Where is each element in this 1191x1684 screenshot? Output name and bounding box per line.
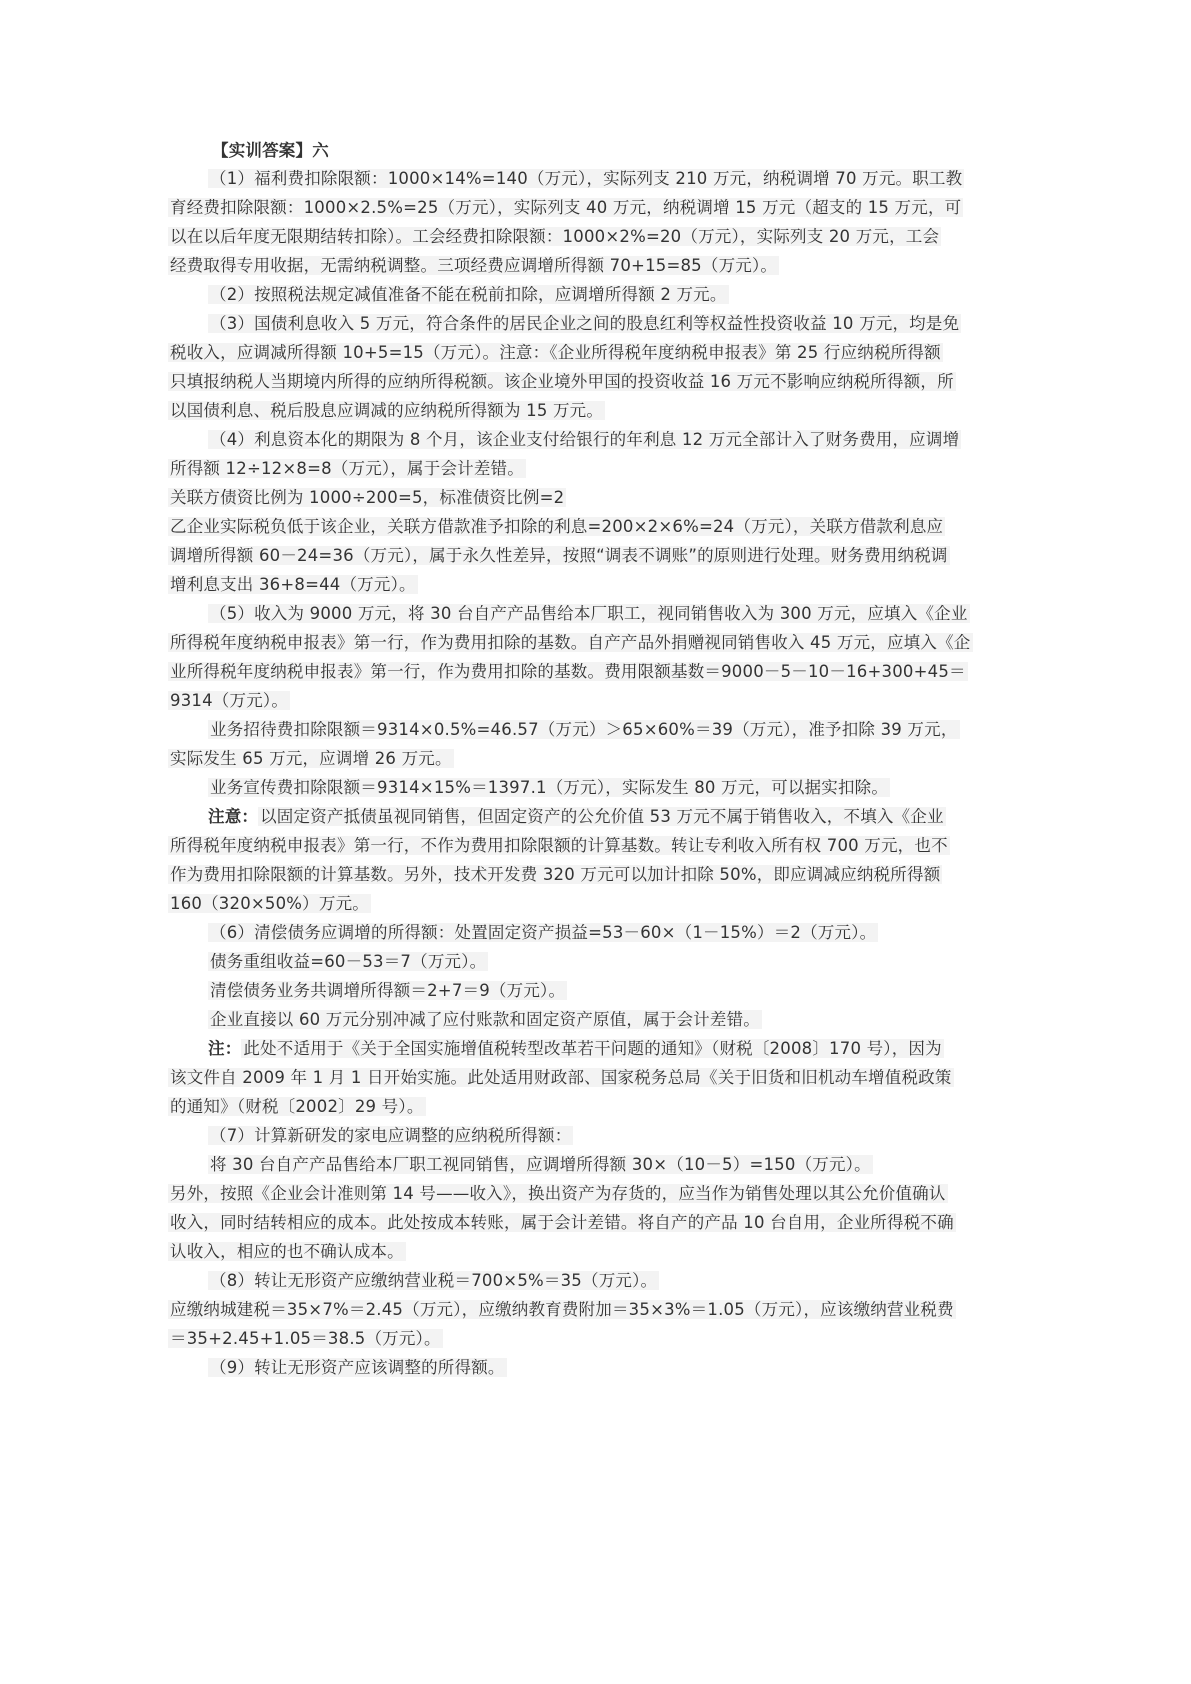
text-line: 的通知》（财税〔2002〕29 号）。 bbox=[170, 1097, 424, 1116]
text-line: （4）利息资本化的期限为 8 个月，该企业支付给银行的年利息 12 万元全部计入了财务费用，应调增 bbox=[210, 430, 960, 449]
text-line: 将 30 台自产产品售给本厂职工视同销售，应调增所得额 30×（10－5）=150（万元）。 bbox=[210, 1155, 871, 1174]
text-line: 只填报纳税人当期境内所得的应纳所得税额。该企业境外甲国的投资收益 16 万元不影响应纳税所得额，所 bbox=[170, 372, 954, 391]
text-line: 所得税年度纳税申报表》第一行，不作为费用扣除限额的计算基数。转让专利收入所有权 700 万元，也不 bbox=[170, 836, 948, 855]
text-line: （3）国债利息收入 5 万元，符合条件的居民企业之间的股息红利等权益性投资收益 10 万元，均是免 bbox=[210, 314, 960, 333]
text-line: 应缴纳城建税＝35×7%＝2.45（万元），应缴纳教育费附加＝35×3%＝1.05（万元），应该缴纳营业税费 bbox=[170, 1300, 954, 1319]
text-line: 育经费扣除限额：1000×2.5%=25（万元），实际列支 40 万元，纳税调增 15 万元（超支的 15 万元，可 bbox=[170, 198, 962, 217]
text-line: 企业直接以 60 万元分别冲减了应付账款和固定资产原值，属于会计差错。 bbox=[210, 1010, 760, 1029]
text-line: 160（320×50%）万元。 bbox=[170, 894, 369, 913]
text-line: 增利息支出 36+8=44（万元）。 bbox=[170, 575, 416, 594]
text-line: 以在以后年度无限期结转扣除）。工会经费扣除限额：1000×2%=20（万元），实际列支 20 万元，工会 bbox=[170, 227, 940, 246]
text-line: 作为费用扣除限额的计算基数。另外，技术开发费 320 万元可以加计扣除 50%，即应调减应纳税所得额 bbox=[170, 865, 941, 884]
text-line: 清偿债务业务共调增所得额＝2+7＝9（万元）。 bbox=[210, 981, 566, 1000]
text-line: 关联方债资比例为 1000÷200=5，标准债资比例=2 bbox=[170, 488, 565, 507]
text-line: 注意： 以固定资产抵债虽视同销售，但固定资产的公允价值 53 万元不属于销售收入，不填入《企业 bbox=[208, 807, 944, 826]
note-label: 注意： bbox=[208, 807, 259, 826]
section-title bbox=[212, 138, 329, 164]
text-line: 认收入，相应的也不确认成本。 bbox=[170, 1242, 404, 1261]
text-line: （1）福利费扣除限额：1000×14%=140（万元），实际列支 210 万元，纳税调增 70 万元。职工教 bbox=[210, 169, 963, 188]
text-line: （8）转让无形资产应缴纳营业税＝700×5%＝35（万元）。 bbox=[210, 1271, 658, 1290]
title-bracket: 【实训答案】 bbox=[212, 141, 313, 160]
text-line: 另外，按照《企业会计准则第 14 号——收入》，换出资产为存货的，应当作为销售处理以其公允价值确认 bbox=[170, 1184, 946, 1203]
text-line: （9）转让无形资产应该调整的所得额。 bbox=[210, 1358, 505, 1377]
text-line: 该文件自 2009 年 1 月 1 日开始实施。此处适用财政部、国家税务总局《关于旧货和旧机动车增值税政策 bbox=[170, 1068, 952, 1087]
text-line: 业务招待费扣除限额＝9314×0.5%=46.57（万元）＞65×60%＝39（万元），准予扣除 39 万元， bbox=[210, 720, 958, 739]
text-line: 业务宣传费扣除限额＝9314×15%＝1397.1（万元），实际发生 80 万元，可以据实扣除。 bbox=[210, 778, 889, 797]
text-line: 调增所得额 60－24=36（万元），属于永久性差异，按照“调表不调账”的原则进行处理。财务费用纳税调 bbox=[170, 546, 948, 565]
title-number: 六 bbox=[312, 141, 329, 160]
text-line: 以国债利息、税后股息应调减的应纳税所得额为 15 万元。 bbox=[170, 401, 604, 420]
text-line: 实际发生 65 万元，应调增 26 万元。 bbox=[170, 749, 452, 768]
text-line: （2）按照税法规定减值准备不能在税前扣除，应调增所得额 2 万元。 bbox=[210, 285, 727, 304]
text-line: 税收入，应调减所得额 10+5=15（万元）。注意：《企业所得税年度纳税申报表》第 25 行应纳税所得额 bbox=[170, 343, 941, 362]
text-line: 所得税年度纳税申报表》第一行，作为费用扣除的基数。自产产品外捐赠视同销售收入 45 万元，应填入《企 bbox=[170, 633, 971, 652]
text-line: 9314（万元）。 bbox=[170, 691, 289, 710]
text-line: 乙企业实际税负低于该企业，关联方借款准予扣除的利息=200×2×6%=24（万元），关联方借款利息应 bbox=[170, 517, 944, 536]
text-line: 经费取得专用收据，无需纳税调整。三项经费应调增所得额 70+15=85（万元）。 bbox=[170, 256, 778, 275]
text-line: 业所得税年度纳税申报表》第一行，作为费用扣除的基数。费用限额基数＝9000－5－10－16+300+45＝ bbox=[170, 662, 966, 681]
text-line: ＝35+2.45+1.05＝38.5（万元）。 bbox=[170, 1329, 441, 1348]
text-line: 债务重组收益=60－53＝7（万元）。 bbox=[210, 952, 487, 971]
text-line: （5）收入为 9000 万元，将 30 台自产产品售给本厂职工，视同销售收入为 300 万元，应填入《企业 bbox=[210, 604, 968, 623]
text-line: 收入，同时结转相应的成本。此处按成本转账，属于会计差错。将自产的产品 10 台自用，企业所得税不确 bbox=[170, 1213, 954, 1232]
text-line: （7）计算新研发的家电应调整的应纳税所得额： bbox=[210, 1126, 572, 1145]
text-line: 注： 此处不适用于《关于全国实施增值税转型改革若干问题的通知》（财税〔2008〕170 号），因为 bbox=[208, 1039, 942, 1058]
text-line: （6）清偿债务应调增的所得额：处置固定资产损益=53－60×（1－15%）＝2（万元）。 bbox=[210, 923, 877, 942]
note-label: 注： bbox=[208, 1039, 242, 1058]
text-line: 所得额 12÷12×8=8（万元），属于会计差错。 bbox=[170, 459, 524, 478]
